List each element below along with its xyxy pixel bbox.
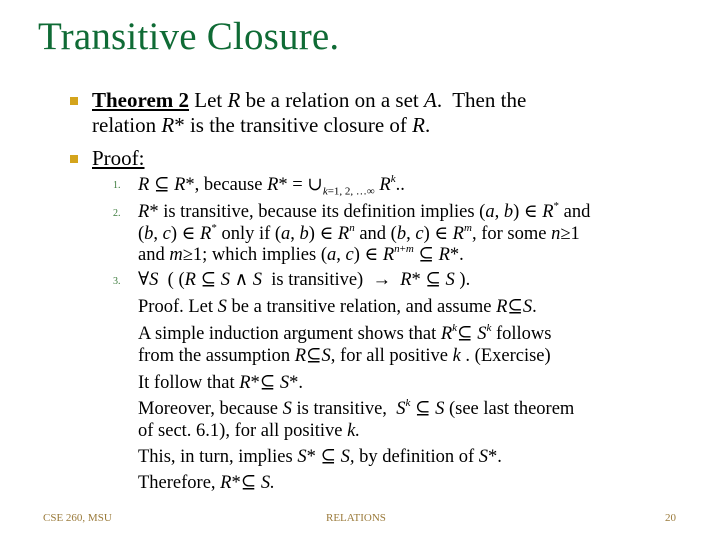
proof-label: [92, 146, 682, 171]
footer-page-number: 20: [665, 512, 676, 524]
proof-line-5: This, in turn, implies S* ⊆ S, by definition of S*.: [138, 447, 502, 467]
proof-line-3: It follow that R*⊆ S*.: [138, 373, 304, 393]
proof-item-3: ∀S ( (R ⊆ S ∧ S is transitive) → R* ⊆ S ).: [138, 270, 471, 290]
proof-line-2: A simple induction argument shows that $R^k⊆$ $S^k$ follows from the assumption R⊆S, for all positive k . (Exercise): [138, 322, 552, 366]
proof-line-6: Therefore, R*⊆ S.: [138, 473, 275, 493]
footer-course: CSE 260, MSU: [43, 512, 112, 524]
bullet-icon: [70, 155, 78, 163]
footer-section: RELATIONS: [326, 512, 386, 524]
proof-item-2: R* is transitive, because its definition implies (a, b) ∈ R* and (b, c) ∈ R* only if (a, b) ∈ $R^n$ and (b, c) ∈ $R^m$, for some n≥1 and m≥1; which implies (a, c) ∈ $R^{n+m}$ ⊆ R*.: [138, 200, 591, 265]
item-number: 3.: [113, 276, 121, 287]
proof-item-1: R ⊆ R*, because R* = ∪k=1, 2, …∞ $R^k$..: [138, 173, 405, 198]
theorem-label: Theorem 2: [92, 88, 190, 112]
slide-title: Transitive Closure.: [38, 15, 340, 58]
bullet-icon: [70, 97, 78, 105]
proof-label-text: Proof:: [92, 146, 145, 170]
item-number: 2.: [113, 208, 121, 219]
proof-line-4: Moreover, because S is transitive, $S^k$ ⊆ S (see last theorem of sect. 6.1), for all positive k.: [138, 397, 575, 441]
theorem-statement: Theorem 2 Let R be a relation on a set A. Then the relation R* is the transitive closure of R.: [92, 88, 527, 137]
item-number: 1.: [113, 180, 121, 191]
proof-line-1: Proof. Let S be a transitive relation, and assume R⊆S.: [138, 297, 537, 317]
